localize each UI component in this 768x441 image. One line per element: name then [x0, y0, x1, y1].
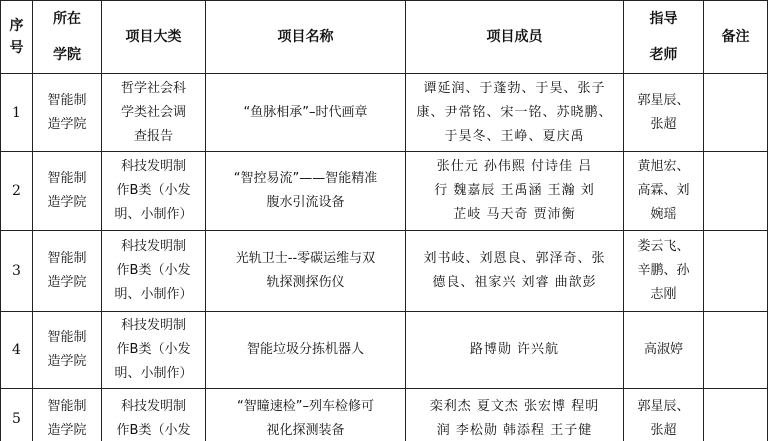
cell-category [102, 231, 206, 312]
header-category: 项目大类 [102, 1, 206, 74]
cell-advisor-line: 张超 [650, 116, 677, 132]
cell-category-line: 作B类（小发 [116, 342, 191, 357]
cell-advisor-line: 辛鹏、孙 [637, 263, 690, 278]
header-advisor-line-1: 指导 [649, 11, 678, 27]
cell-notes [704, 312, 768, 389]
cell-members-line: 张仕元 孙伟熙 付诗佳 吕 [436, 159, 593, 174]
cell-name [206, 312, 406, 389]
cell-advisor [624, 389, 704, 441]
header-advisor-line-2: 老师 [649, 47, 678, 63]
cell-notes [704, 74, 768, 152]
cell-college-line: 智能制 [47, 92, 87, 108]
cell-category-line: 学类社会调 [120, 104, 186, 120]
cell-category-line: 作B类（小发 [116, 422, 191, 438]
cell-members [406, 312, 624, 389]
cell-category-line: 哲学社会科 [120, 80, 186, 96]
cell-college [33, 389, 102, 441]
cell-category-line: 明、小制作） [114, 207, 193, 222]
cell-name-line: 光轨卫士--零碳运维与双 [235, 251, 376, 266]
cell-category-line: 明、小制作） [114, 287, 193, 302]
cell-members-line: 德良、祖家兴 刘睿 曲歆彭 [432, 275, 597, 290]
cell-members-line: 润 李松勋 韩添程 王子健 [436, 422, 593, 438]
cell-category [102, 312, 206, 389]
cell-college-line: 造学院 [47, 195, 87, 210]
table-row [1, 389, 768, 441]
cell-college-line: 智能制 [47, 251, 87, 266]
cell-advisor-line: 高霖、刘 [637, 183, 690, 198]
cell-notes [704, 389, 768, 441]
cell-college [33, 312, 102, 389]
cell-college-line: 造学院 [47, 354, 87, 369]
table-row [1, 312, 768, 389]
cell-members-line: 于昊冬、王峥、夏庆禹 [444, 128, 585, 144]
cell-members-line: 谭延润、于蓬勃、于昊、张子 [423, 80, 606, 96]
cell-name-line: 智能垃圾分拣机器人 [246, 342, 364, 357]
header-notes: 备注 [704, 1, 768, 74]
cell-seq: 4 [1, 312, 33, 389]
cell-advisor-line: 郭星辰、 [637, 398, 690, 414]
cell-category-line: 明、小制作） [114, 366, 193, 381]
cell-seq: 1 [1, 74, 33, 152]
cell-college [33, 231, 102, 312]
cell-college-line: 智能制 [47, 398, 87, 414]
cell-advisor-line: 张超 [650, 422, 677, 438]
header-seq-line-1: 序 [9, 18, 24, 34]
cell-members [406, 152, 624, 231]
cell-category [102, 152, 206, 231]
cell-members-line: 行 魏嘉辰 王禹涵 王瀚 刘 [434, 183, 595, 198]
cell-advisor-line: 娄云飞、 [637, 239, 690, 254]
cell-notes [704, 231, 768, 312]
cell-advisor [624, 312, 704, 389]
cell-advisor-line: 郭星辰、 [637, 92, 690, 108]
header-seq-line-2: 号 [9, 40, 24, 56]
cell-name [206, 152, 406, 231]
cell-name-line: “智瞳速检”–列车检修可 [237, 398, 374, 414]
header-advisor [624, 1, 704, 74]
cell-members-line: 刘书岐、刘恩良、郭泽奇、张 [423, 251, 606, 266]
cell-name [206, 389, 406, 441]
header-seq [1, 1, 33, 74]
cell-advisor-line: 志刚 [650, 287, 677, 302]
cell-college-line: 造学院 [47, 116, 87, 132]
cell-category-line: 作B类（小发 [116, 183, 191, 198]
header-college-line-2: 学院 [53, 47, 81, 63]
cell-advisor-line: 黄旭宏、 [637, 159, 690, 174]
cell-name [206, 231, 406, 312]
cell-category-line: 查报告 [133, 128, 173, 144]
table-body [1, 74, 768, 441]
cell-name-line: “智控易流”——智能精准 [233, 171, 378, 186]
cell-advisor-line: 高淑婷 [643, 342, 683, 357]
cell-name-line: 轨探测探伤仪 [266, 275, 345, 290]
cell-name [206, 74, 406, 152]
cell-name-line: 腹水引流设备 [266, 195, 345, 210]
header-members: 项目成员 [406, 1, 624, 74]
cell-category [102, 74, 206, 152]
cell-advisor [624, 74, 704, 152]
cell-members [406, 74, 624, 152]
cell-members-line: 芷岐 马天奇 贾沛衡 [453, 207, 576, 222]
cell-category-line: 作B类（小发 [116, 263, 191, 278]
cell-members [406, 231, 624, 312]
cell-category-line: 科技发明制 [120, 318, 186, 333]
cell-members-line: 栾利杰 夏文杰 张宏博 程明 [429, 398, 600, 414]
cell-seq: 5 [1, 389, 33, 441]
cell-seq: 2 [1, 152, 33, 231]
cell-category-line: 科技发明制 [120, 159, 186, 174]
cell-seq: 3 [1, 231, 33, 312]
header-college [33, 1, 102, 74]
cell-college-line: 智能制 [47, 330, 87, 345]
table-row [1, 152, 768, 231]
cell-college-line: 造学院 [47, 422, 87, 438]
header-college-line-1: 所在 [53, 11, 81, 27]
cell-advisor [624, 231, 704, 312]
cell-college [33, 152, 102, 231]
header-row [1, 1, 768, 74]
cell-college [33, 74, 102, 152]
cell-advisor-line: 婉瑶 [650, 207, 677, 222]
cell-members-line: 路博勋 许兴航 [469, 342, 560, 357]
cell-category-line: 科技发明制 [120, 239, 186, 254]
cell-name-line: “鱼脉相承”–时代画章 [243, 104, 368, 120]
cell-notes [704, 152, 768, 231]
table-row [1, 74, 768, 152]
cell-members [406, 389, 624, 441]
cell-advisor [624, 152, 704, 231]
cell-college-line: 造学院 [47, 275, 87, 290]
cell-category-line: 科技发明制 [120, 398, 186, 414]
cell-name-line: 视化探测装备 [266, 422, 345, 438]
table-row [1, 231, 768, 312]
cell-college-line: 智能制 [47, 171, 87, 186]
header-project-name: 项目名称 [206, 1, 406, 74]
cell-category [102, 389, 206, 441]
cell-members-line: 康、尹常铭、宋一铭、苏晓鹏、 [416, 104, 613, 120]
